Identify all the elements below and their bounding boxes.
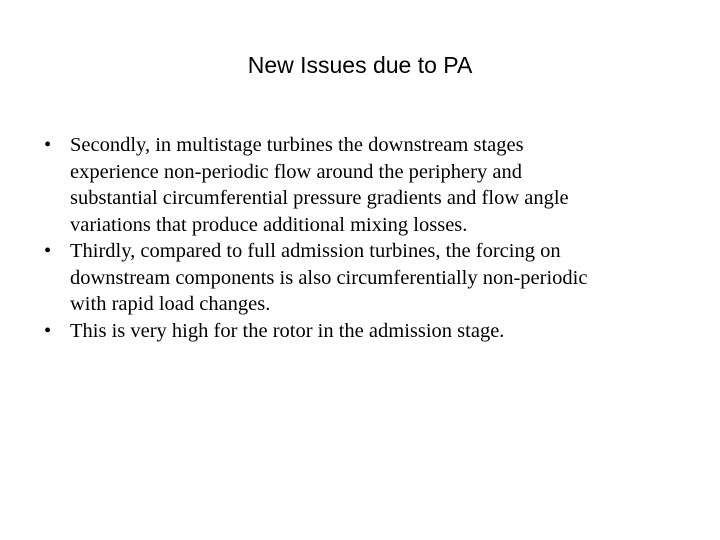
bullet-dot: • (44, 319, 52, 342)
bullet-line: Secondly, in multistage turbines the downstream stages (70, 134, 524, 156)
bullet-item (44, 238, 694, 318)
bullet-item (44, 318, 694, 345)
bullet-list (44, 132, 694, 344)
bullet-line: experience non-periodic flow around the periphery and (70, 160, 522, 183)
bullet-line: substantial circumferential pressure gradients and flow angle (70, 187, 569, 209)
bullet-item (44, 132, 694, 238)
bullet-dot: • (44, 240, 52, 262)
bullet-line: Thirdly, compared to full admission turbines, the forcing on (70, 240, 561, 262)
bullet-line: This is very high for the rotor in the admission stage. (70, 319, 505, 342)
bullet-line: downstream components is also circumferentially non-periodic (70, 266, 588, 289)
bullet-line: variations that produce additional mixing losses. (70, 213, 468, 236)
bullet-line: with rapid load changes. (70, 293, 271, 315)
bullet-dot: • (44, 134, 52, 156)
slide-title: New Issues due to PA (247, 52, 473, 78)
